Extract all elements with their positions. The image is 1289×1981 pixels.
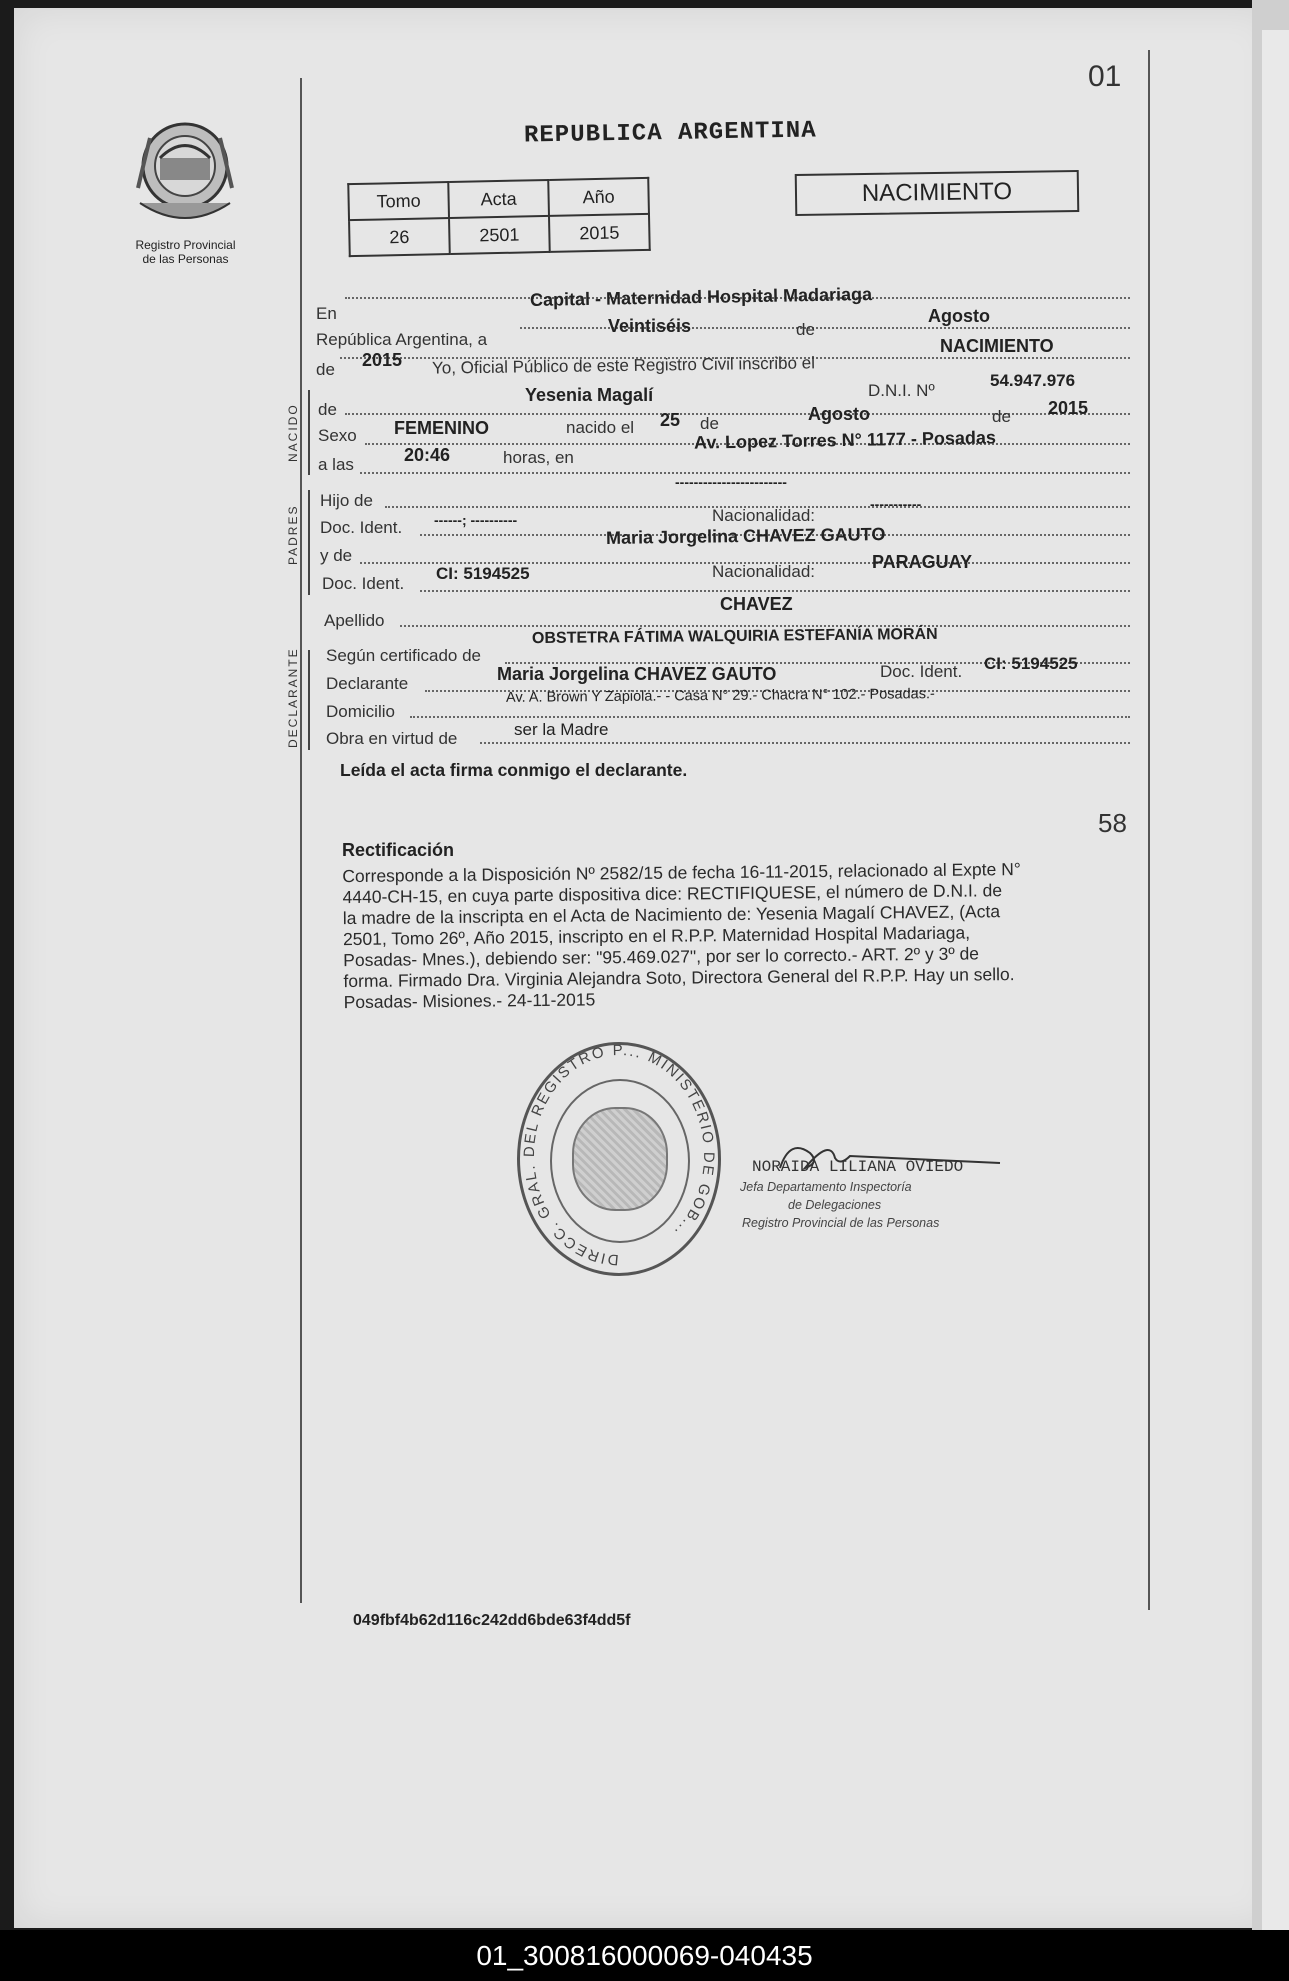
nacido-de-label: de xyxy=(318,400,337,419)
stamp-text-ring xyxy=(520,1045,718,1273)
tomo-header: Tomo xyxy=(348,182,449,220)
obra-value: ser la Madre xyxy=(514,720,609,739)
de-label-3: de xyxy=(992,407,1011,426)
section-bracket xyxy=(308,490,310,595)
domicilio-value: Av. A. Brown Y Zapiola.- - Casa N° 29.- Chacra N° 102.- Posadas.- xyxy=(505,686,935,706)
domicilio-label: Domicilio xyxy=(326,702,395,721)
nacido-side-label: NACIDO xyxy=(286,403,300,462)
mother-value: Maria Jorgelina CHAVEZ GAUTO xyxy=(605,524,886,548)
page-number: 01 xyxy=(1088,60,1122,93)
nac2-value: PARAGUAY xyxy=(872,552,973,572)
anio-header: Año xyxy=(548,178,649,216)
year-value: 2015 xyxy=(362,350,403,370)
apellido-label: Apellido xyxy=(324,611,385,630)
sexo-label: Sexo xyxy=(318,426,357,445)
de2-label: de xyxy=(316,360,335,379)
document-hash: 049fbf4b62d116c242dd6bde63f4dd5f xyxy=(353,1612,631,1629)
doc1-value: ------; ---------- xyxy=(434,512,518,528)
birth-month: Agosto xyxy=(808,404,870,424)
nac1-label: Nacionalidad: xyxy=(712,506,816,525)
dotted-line xyxy=(410,716,1130,718)
en-value: Capital - Maternidad Hospital Madariaga xyxy=(529,284,873,310)
dotted-line xyxy=(345,413,1130,415)
republica-label: República Argentina, a xyxy=(316,330,488,349)
signatory-title-3: Registro Provincial de las Personas xyxy=(742,1216,940,1230)
dni-value: 54.947.976 xyxy=(990,371,1076,390)
child-name: Yesenia Magalí xyxy=(525,385,654,405)
birth-year: 2015 xyxy=(1048,398,1089,418)
anio-value: 2015 xyxy=(549,214,650,252)
month-value: Agosto xyxy=(928,306,990,326)
nac2-label: Nacionalidad: xyxy=(712,562,816,581)
dni-label: D.N.I. Nº xyxy=(868,381,935,400)
act-type-box: NACIMIENTO xyxy=(795,170,1080,216)
father-value: ------------------------ xyxy=(675,474,787,490)
dotted-line xyxy=(420,590,1130,592)
obra-label: Obra en virtud de xyxy=(326,729,458,748)
birth-place: Av. Lopez Torres N° 1177 - Posadas xyxy=(693,427,997,453)
rectificacion-title: Rectificación xyxy=(342,840,455,860)
hijo-de-label: Hijo de xyxy=(320,491,373,510)
misiones-crest-icon xyxy=(130,118,240,238)
de-label: de xyxy=(796,320,815,339)
section-bracket xyxy=(308,650,310,750)
svg-text:DIRECC. GRAL. DEL REGISTRO P..: DIRECC. GRAL. DEL REGISTRO P... MINISTERIO DE GOB... xyxy=(520,1045,718,1269)
declarante-value: Maria Jorgelina CHAVEZ GAUTO xyxy=(497,664,777,684)
right-margin-line xyxy=(1148,50,1150,1610)
signatory-title-1: Jefa Departamento Inspectoría xyxy=(740,1180,912,1194)
page-edge-inner xyxy=(1262,30,1289,1930)
document-title: REPUBLICA ARGENTINA xyxy=(523,117,817,150)
dotted-line xyxy=(480,742,1130,744)
inscribo-value: NACIMIENTO xyxy=(940,336,1054,356)
doc-value: CI: 5194525 xyxy=(984,654,1078,673)
acta-header: Acta xyxy=(448,180,549,218)
apellido-value: CHAVEZ xyxy=(720,594,793,614)
oficial-label: Yo, Oficial Público de este Registro Civil inscribo el xyxy=(431,353,816,378)
a-las-label: a las xyxy=(318,455,354,474)
acta-value: 2501 xyxy=(449,216,550,254)
doc2-value: CI: 5194525 xyxy=(436,564,530,583)
y-de-label: y de xyxy=(320,546,353,565)
registry-caption: Registro Provincial de las Personas xyxy=(135,238,236,266)
padres-side-label: PADRES xyxy=(286,504,300,565)
rectificacion-number: 58 xyxy=(1098,808,1127,838)
doc1-label: Doc. Ident. xyxy=(320,518,403,537)
doc2-label: Doc. Ident. xyxy=(322,574,405,593)
tomo-acta-table xyxy=(347,177,650,257)
day-value: Veintiséis xyxy=(608,316,692,336)
de-label-2: de xyxy=(700,414,719,433)
en-label: En xyxy=(316,304,337,323)
segun-label: Según certificado de xyxy=(326,646,481,665)
nac1-value: ----------- xyxy=(870,496,922,512)
declarante-side-label: DECLARANTE xyxy=(286,647,300,748)
doc-label: Doc. Ident. xyxy=(880,662,963,681)
rectificacion-body: Corresponde a la Disposición Nº 2582/15 de fecha 16-11-2015, relacionado al Expte N° 4440-CH-15, en cuya parte dispositiva dice: RECTIFIQUESE, el número de D.N.I. de la madre de la inscripta en el Acta de Nacimiento de: Yesenia Magalí CHAVEZ, (Acta 2501, Tomo 26º, Año 2015, inscripto en el R.P.P. Maternidad Hospital Madariaga, Posadas- Mnes.), debiendo ser: "95.469.027", por ser lo correcto.- ART. 2º y 3º de forma. Firmado Dra. Virginia Alejandra Soto, Directora General del R.P.P. Hay un sello. Posadas- Misiones.- 24-11-2015 xyxy=(342,858,1021,1013)
official-stamp xyxy=(517,1042,721,1276)
left-margin-line xyxy=(300,78,302,1603)
birth-time: 20:46 xyxy=(404,445,451,465)
tomo-value: 26 xyxy=(349,218,450,256)
segun-value: OBSTETRA FÁTIMA WALQUIRIA ESTEFANÍA MORÁN xyxy=(531,625,938,648)
signatory-title-2: de Delegaciones xyxy=(788,1198,882,1212)
footer-file-id: 01_300816000069-040435 xyxy=(0,1930,1289,1981)
signatory-name: NORAIDA LILIANA OVIEDO xyxy=(752,1158,964,1176)
sexo-value: FEMENINO xyxy=(394,418,490,438)
nacido-el-label: nacido el xyxy=(566,418,635,437)
declarante-label: Declarante xyxy=(326,674,409,693)
leida-statement: Leída el acta firma conmigo el declarante. xyxy=(340,760,688,780)
birth-day: 25 xyxy=(660,410,681,430)
horas-label: horas, en xyxy=(503,448,574,467)
section-bracket xyxy=(308,390,310,475)
